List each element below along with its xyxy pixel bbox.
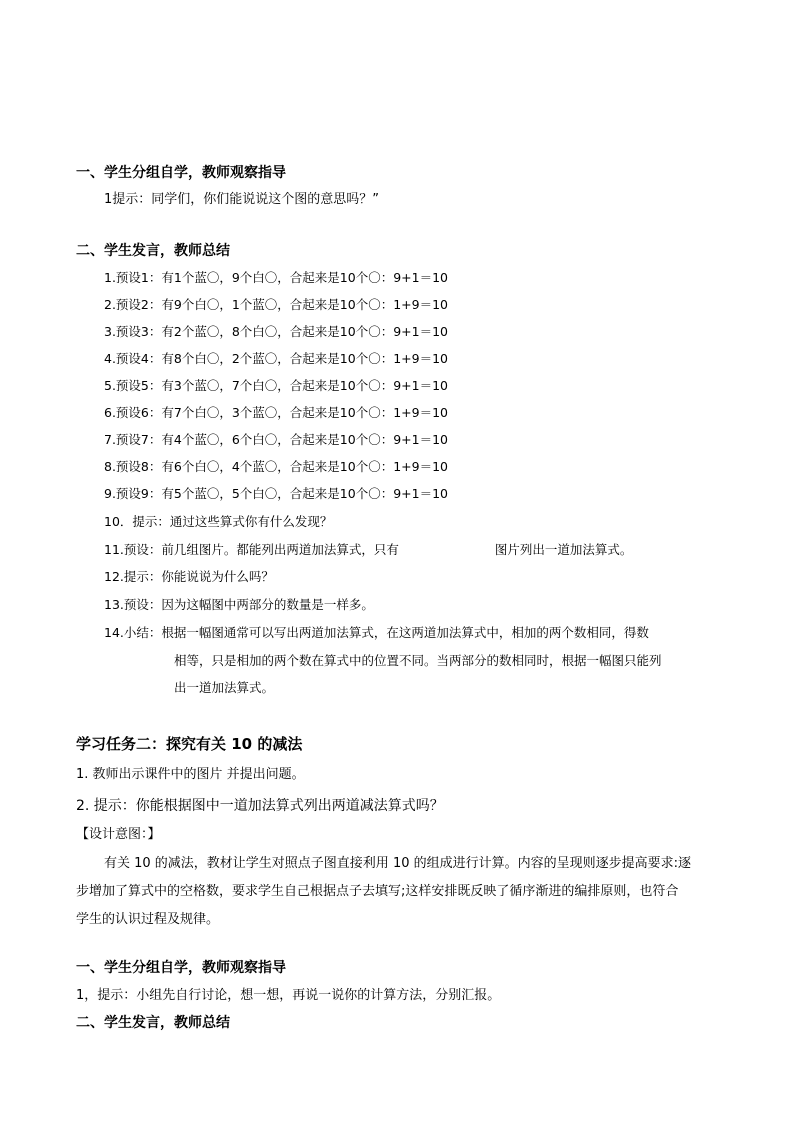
- list-item-11: [104, 541, 632, 559]
- design-paragraph-line: 步增加了算式中的空格数，要求学生自己根据点子去填写;这样安排既反映了循序渐进的编排原则，也符合: [76, 884, 679, 899]
- summary-line: 14.小结：根据一幅图通常可以写出两道加法算式，在这两道加法算式中，相加的两个数相同，得数: [104, 625, 649, 640]
- list-item-text: 图片列出一道加法算式。: [494, 542, 633, 557]
- design-label: 【设计意图：】: [76, 827, 161, 842]
- section-heading: 一、学生分组自学，教师观察指导: [76, 960, 286, 976]
- section-heading: 一、学生分组自学，教师观察指导: [76, 165, 286, 181]
- list-item: 9.预设9：有5个蓝〇，5个白〇，合起来是10个〇：9+1＝10: [104, 486, 448, 501]
- prompt-text: 1，提示：小组先自行讨论，想一想，再说一说你的计算方法，分别汇报。: [76, 988, 501, 1003]
- list-item: 5.预设5：有3个蓝〇，7个白〇，合起来是10个〇：9+1＝10: [104, 378, 448, 393]
- list-item: 10．提示：通过这些算式你有什么发现？: [104, 514, 333, 529]
- design-paragraph-line: 有关 10 的减法，教材让学生对照点子图直接利用 10 的组成进行计算。内容的呈现则逐步提高要求:逐: [104, 856, 691, 871]
- summary-line: 相等，只是相加的两个数在算式中的位置不同。当两部分的数相同时，根据一幅图只能列: [174, 653, 662, 668]
- list-item: 1.预设1：有1个蓝〇，9个白〇，合起来是10个〇：9+1＝10: [104, 270, 448, 285]
- list-item: 1. 教师出示课件中的图片 并提出问题。: [76, 767, 305, 782]
- list-item: 3.预设3：有2个蓝〇，8个白〇，合起来是10个〇：9+1＝10: [104, 324, 448, 339]
- list-item: 12.提示：你能说说为什么吗？: [104, 569, 274, 584]
- list-item-text: 11.预设：前几组图片。都能列出两道加法算式，只有: [104, 542, 399, 557]
- design-paragraph-line: 学生的认识过程及规律。: [76, 912, 220, 927]
- section-heading: 二、学生发言，教师总结: [76, 1015, 230, 1031]
- list-item: 7.预设7：有4个蓝〇，6个白〇，合起来是10个〇：9+1＝10: [104, 432, 448, 447]
- task-heading: 学习任务二：探究有关 10 的减法: [76, 735, 303, 753]
- summary-line: 出一道加法算式。: [174, 680, 275, 695]
- prompt-text: 1提示：同学们，你们能说说这个图的意思吗？”: [104, 192, 380, 207]
- list-item: 2. 提示：你能根据图中一道加法算式列出两道减法算式吗？: [76, 798, 444, 814]
- list-item: 4.预设4：有8个白〇，2个蓝〇，合起来是10个〇：1+9＝10: [104, 351, 448, 366]
- list-item: 6.预设6：有7个白〇，3个蓝〇，合起来是10个〇：1+9＝10: [104, 405, 448, 420]
- list-item: 8.预设8：有6个白〇，4个蓝〇，合起来是10个〇：1+9＝10: [104, 459, 448, 474]
- list-item: 2.预设2：有9个白〇，1个蓝〇，合起来是10个〇：1+9＝10: [104, 297, 448, 312]
- section-heading: 二、学生发言，教师总结: [76, 243, 230, 259]
- list-item: 13.预设：因为这幅图中两部分的数量是一样多。: [104, 597, 374, 612]
